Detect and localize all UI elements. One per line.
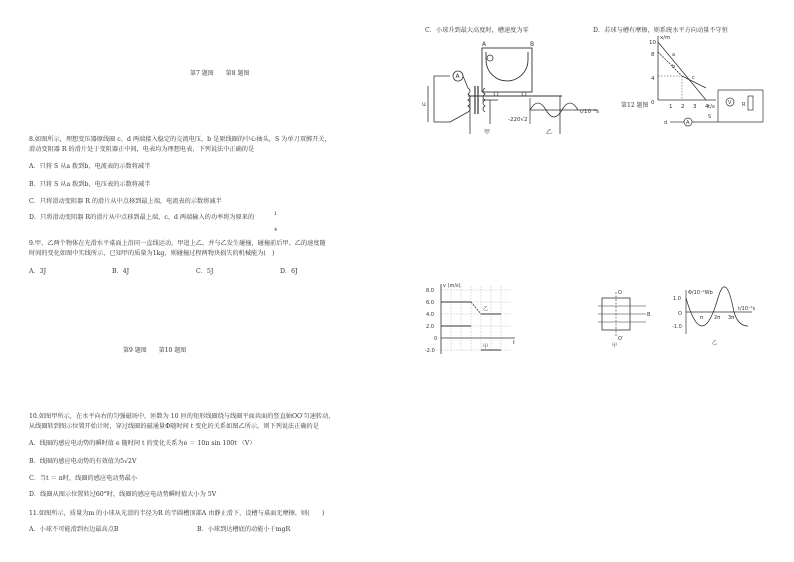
label-amm2: A — [686, 120, 690, 126]
caption-fig9-10: 第9 题图 第10 题图 — [123, 347, 187, 354]
q11-stem: 11.如图所示，质量为m 的小球从光滑的半径为R 的半圆槽顶部A 由静止滑下，设槽与桌面无摩擦，则( ) — [29, 510, 325, 517]
xt-ytick-10: 10 — [649, 40, 656, 46]
label-volt: V — [728, 100, 732, 106]
vt-ytick-2: 2.0 — [426, 324, 434, 330]
caption-fig12: 第12 题图 — [621, 102, 649, 109]
label-jia: 甲 — [484, 129, 491, 136]
flux-label-yi: 乙 — [712, 340, 718, 346]
q9-stem-line1: 9.甲、乙两个物体在光滑水平桌面上沿同一直线运动，甲追上乙，并与乙发生碰撞，碰撞前后甲、乙的速度随 — [29, 240, 326, 247]
coil-label-o2: O′ — [618, 336, 624, 342]
xt-ytick-0: 0 — [651, 100, 655, 106]
label-ammeter: A — [455, 73, 460, 80]
q8-stem-line1: 8.如图所示，理想变压器原线圈 c、d 两端接入稳定的交流电压，b 是原线圈的中心抽头，S 为单刀双掷开关， — [29, 136, 331, 143]
label-u-input: u — [422, 101, 426, 108]
q8-option-d-frac-den: 4 — [274, 227, 278, 233]
label-neg-voltage: -220√2 — [508, 117, 528, 123]
flux-xlabel: t/10⁻²s — [738, 306, 756, 312]
resistor-icon — [748, 96, 753, 110]
q10-option-b: B．线圈的感应电动势的有效值为5√2V — [29, 458, 137, 465]
vt-ytick-0: 0 — [434, 336, 438, 342]
q11-option-c: C．小球升到最大高度时，槽速度为零 — [425, 27, 529, 34]
xt-point-a: a — [672, 52, 676, 58]
figure-vt-graph — [425, 282, 525, 357]
vt-ytick-6: 6.0 — [426, 300, 434, 306]
caption-fig7-8: 第7 题图 第8 题图 — [190, 70, 250, 77]
vt-xlabel: t — [513, 340, 515, 346]
label-s: S — [708, 114, 712, 120]
vt-ytick-neg2: -2.0 — [425, 348, 435, 354]
q8-option-b: B．只将 S 从a 拨到b，电压表的示数将减半 — [29, 181, 151, 188]
q8-option-a: A．只将 S 从a 拨到b，电流表的示数将减半 — [29, 163, 151, 170]
q9-option-d: D．6J — [280, 268, 298, 275]
figure-flux-graph — [672, 288, 762, 348]
vt-label-jia: 甲 — [483, 344, 489, 350]
q11-option-d: D．若球与槽有摩擦，则系统水平方向动量不守恒 — [593, 27, 728, 34]
flux-ytick-neg: -1.0 — [672, 324, 682, 330]
vt-label-yi: 乙 — [483, 306, 489, 312]
vt-ylabel: v (m/s) — [443, 283, 461, 289]
label-r: R — [742, 102, 746, 108]
vt-ytick-4: 4.0 — [426, 312, 434, 318]
xt-xtick-4: 4 — [705, 104, 709, 110]
vt-ytick-8: 8.0 — [426, 288, 434, 294]
q8-option-d-frac-num: 1 — [274, 211, 278, 217]
xt-point-c: c — [692, 75, 695, 81]
flux-xtick-3pi: 3π — [728, 315, 735, 321]
q9-option-c: C．5J — [196, 268, 214, 275]
flux-ytick-o: O — [678, 311, 682, 317]
q8-option-c: C．只将滑动变阻器 R 的滑片从中点移到最上端，电流表的示数将减半 — [29, 198, 222, 205]
figure-transformer-groove — [420, 38, 610, 138]
flux-xtick-pi: π — [700, 315, 704, 321]
xt-xtick-3: 3 — [693, 104, 697, 110]
label-t-axis: t/10⁻²s — [580, 109, 599, 115]
xt-line-b — [658, 52, 682, 76]
xt-point-b: b — [672, 64, 676, 70]
q8-option-d: D．只将滑动变阻器 R的滑片从中点移到最上端，c、d 两端输入的功率将为原来的 — [29, 214, 255, 221]
flux-ytick-pos: 1.0 — [673, 296, 681, 302]
q10-stem-line1: 10.如图甲所示，在水平向右的匀强磁场中，匝数为 10 匝的矩形线圈绕与线圈平面共面的竖直轴OO′匀速转动， — [29, 413, 335, 420]
coil-label-b: B — [647, 312, 651, 318]
label-a: A — [482, 41, 487, 48]
figure-coil — [596, 288, 656, 348]
xt-ytick-8: 8 — [651, 52, 655, 58]
xt-xlabel: t/s — [708, 104, 715, 110]
coil-label-o: O — [618, 290, 622, 296]
ball-icon — [487, 55, 493, 61]
label-d: d — [664, 120, 668, 126]
q11-option-a: A．小球不可能滑到右边最高点B — [29, 526, 119, 533]
label-yi: 乙 — [546, 129, 553, 136]
xt-ylabel: x/m — [660, 35, 671, 41]
groove-block — [482, 48, 532, 92]
q9-option-b: B．4J — [112, 268, 130, 275]
q9-option-a: A．3J — [29, 268, 47, 275]
label-b: B — [530, 41, 535, 48]
q10-option-a: A．线圈的感应电动势的瞬时值 e 随时间 t 的变化关系为e ＝ 10π sin 100t （V） — [29, 440, 256, 447]
figure-xt-graph — [648, 30, 773, 130]
flux-xtick-2pi: 2π — [714, 315, 721, 321]
xt-ytick-4: 4 — [651, 76, 655, 82]
coil-label-jia: 甲 — [612, 343, 618, 349]
flux-ylabel: Φ/10⁻²Wb — [688, 290, 713, 296]
q8-stem-line2: 滑动变阻器 R 的滑片处于变阻器正中间，电表均为理想电表，下列说法中正确的是 — [29, 146, 255, 153]
q10-stem-line2: 从线圈转到图示位置开始计时，穿过线圈的磁通量Φ随时间 t 变化的关系如图乙所示，则下列说法正确的是 — [29, 423, 319, 430]
q11-option-b: B．小球到达槽底的动能小于mgR — [197, 526, 291, 533]
xt-xtick-1: 1 — [669, 104, 673, 110]
q10-option-c: C．当t ＝ π时，线圈的感应电动势最小 — [29, 475, 138, 482]
xt-xtick-2: 2 — [681, 104, 685, 110]
q9-stem-line2: 时间的变化如图中实线所示，已知甲的质量为1kg，则碰撞过程两物块损失的机械能为( ) — [29, 250, 275, 257]
q10-option-d: D．线圈从图示位置转过60°时，线圈的感应电动势瞬时值大小为 5V — [29, 491, 217, 498]
